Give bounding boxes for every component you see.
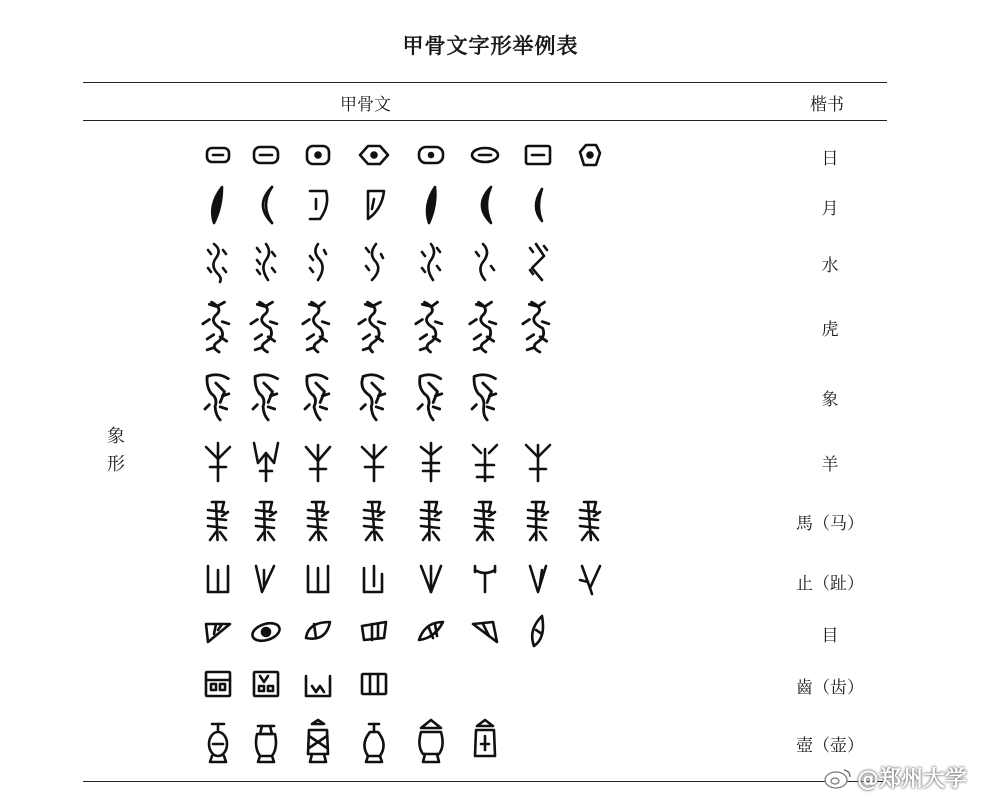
moon-glyph-5: [411, 182, 451, 228]
elephant-glyph-4: [354, 366, 394, 426]
tiger-glyph-1: [198, 296, 238, 356]
category-pictograph: [107, 423, 129, 479]
table-title: 甲骨文字形举例表: [402, 33, 579, 58]
eye-glyph-6: [465, 612, 505, 652]
watermark: [823, 762, 967, 793]
foot-glyph-5: [411, 559, 451, 601]
moon-glyph-4: [354, 182, 394, 228]
teeth-glyph-2: [246, 665, 286, 703]
moon-glyph-3: [298, 182, 338, 228]
teeth-glyph-1: [198, 665, 238, 703]
elephant-glyph-1: [198, 366, 238, 426]
tiger-glyph-6: [465, 296, 505, 356]
elephant-glyph-3: [298, 366, 338, 426]
category-char-1: 象: [107, 426, 125, 447]
sun-glyph-7: [518, 136, 558, 174]
tiger-glyph-7: [518, 296, 558, 356]
horse-glyph-8: [570, 492, 610, 548]
regular-script-sheep: 羊: [821, 455, 839, 475]
sun-glyph-4: [354, 136, 394, 174]
sun-glyph-3: [298, 136, 338, 174]
horse-glyph-5: [411, 492, 451, 548]
tiger-glyph-2: [246, 296, 286, 356]
eye-glyph-7: [518, 612, 558, 652]
sheep-glyph-7: [518, 435, 558, 487]
pot-glyph-1: [198, 715, 238, 769]
foot-glyph-1: [198, 559, 238, 601]
horse-glyph-2: [246, 492, 286, 548]
pot-glyph-3: [298, 715, 338, 769]
foot-glyph-2: [246, 559, 286, 601]
regular-script-teeth: 齒（齿）: [796, 678, 864, 698]
sun-glyph-2: [246, 136, 286, 174]
horse-glyph-4: [354, 492, 394, 548]
horse-glyph-1: [198, 492, 238, 548]
regular-script-horse: 馬（马）: [796, 514, 864, 534]
pot-glyph-2: [246, 715, 286, 769]
foot-glyph-8: [570, 559, 610, 601]
teeth-glyph-4: [354, 665, 394, 703]
horse-glyph-6: [465, 492, 505, 548]
regular-script-water: 水: [821, 256, 839, 276]
water-glyph-2: [246, 238, 286, 286]
regular-script-moon: 月: [821, 199, 839, 219]
regular-script-pot: 壺（壶）: [796, 736, 864, 756]
horse-glyph-3: [298, 492, 338, 548]
water-glyph-4: [354, 238, 394, 286]
regular-script-eye: 目: [821, 626, 839, 646]
sun-glyph-8: [570, 136, 610, 174]
water-glyph-7: [518, 238, 558, 286]
water-glyph-3: [298, 238, 338, 286]
pot-glyph-6: [465, 715, 505, 769]
water-glyph-5: [411, 238, 451, 286]
foot-glyph-3: [298, 559, 338, 601]
category-char-2: 形: [107, 454, 125, 475]
sheep-glyph-2: [246, 435, 286, 487]
sheep-glyph-5: [411, 435, 451, 487]
foot-glyph-4: [354, 559, 394, 601]
tiger-glyph-5: [411, 296, 451, 356]
regular-script-tiger: 虎: [821, 320, 839, 340]
eye-glyph-4: [354, 612, 394, 652]
moon-glyph-7: [518, 182, 558, 228]
sheep-glyph-1: [198, 435, 238, 487]
sheep-glyph-3: [298, 435, 338, 487]
sun-glyph-6: [465, 136, 505, 174]
sun-glyph-1: [198, 136, 238, 174]
header-regular-script: 楷书: [810, 95, 844, 115]
sheep-glyph-4: [354, 435, 394, 487]
bottom-rule: [83, 781, 887, 782]
regular-script-elephant: 象: [821, 390, 839, 410]
eye-glyph-2: [246, 612, 286, 652]
water-glyph-1: [198, 238, 238, 286]
top-rule: [83, 82, 887, 83]
water-glyph-6: [465, 238, 505, 286]
foot-glyph-7: [518, 559, 558, 601]
elephant-glyph-6: [465, 366, 505, 426]
elephant-glyph-2: [246, 366, 286, 426]
foot-glyph-6: [465, 559, 505, 601]
tiger-glyph-4: [354, 296, 394, 356]
header-rule: [83, 120, 887, 121]
moon-glyph-6: [465, 182, 505, 228]
regular-script-sun: 日: [821, 149, 839, 169]
watermark-text: @郑州大学: [856, 767, 967, 792]
moon-glyph-1: [198, 182, 238, 228]
sheep-glyph-6: [465, 435, 505, 487]
horse-glyph-7: [518, 492, 558, 548]
eye-glyph-5: [411, 612, 451, 652]
header-oracle-bone: 甲骨文: [340, 95, 391, 115]
eye-glyph-1: [198, 612, 238, 652]
pot-glyph-4: [354, 715, 394, 769]
moon-glyph-2: [246, 182, 286, 228]
elephant-glyph-5: [411, 366, 451, 426]
sun-glyph-5: [411, 136, 451, 174]
tiger-glyph-3: [298, 296, 338, 356]
pot-glyph-5: [411, 715, 451, 769]
weibo-icon: [823, 767, 853, 789]
eye-glyph-3: [298, 612, 338, 652]
teeth-glyph-3: [298, 665, 338, 703]
regular-script-foot: 止（趾）: [796, 574, 864, 594]
